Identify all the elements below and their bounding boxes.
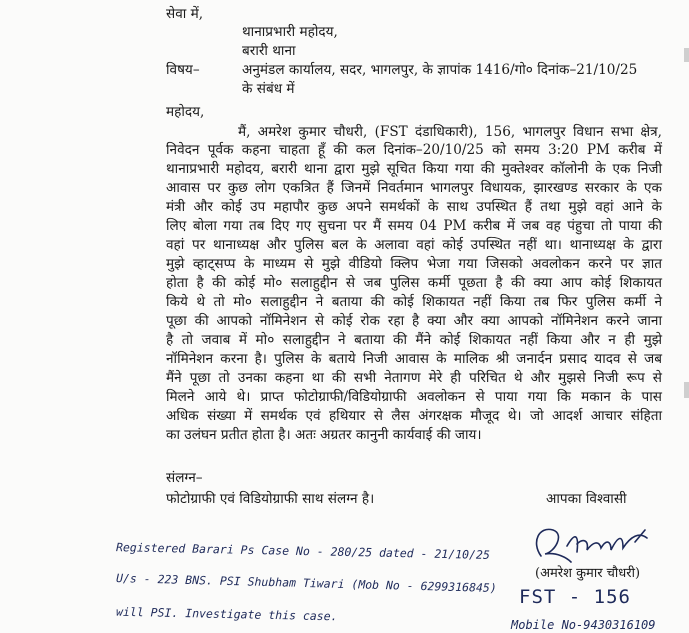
body-line: नॉमिनेशन करना है। पुलिस के बताये निजी आवास के मालिक श्री जनार्दन प्रसाद यादव से जब: [166, 351, 662, 367]
enclosure-label: संलग्न–: [166, 470, 203, 486]
body-line: आवास पर कुछ लोग एकत्रित हैं जिनमें निवर्तमान भागलपुर विधायक, झारखण्ड सरकार के एक: [166, 180, 662, 196]
body-line: मुझे व्हाट्सप्प के माध्यम से मुझे वीडियो क्लिप भेजा गया जिसको अवलोकन करने पर ज्ञात: [166, 256, 662, 272]
body-line: मैं, अमरेश कुमार चौधरी, (FST दंडाधिकारी), 156, भागलपुर विधान सभा क्षेत्र,: [238, 124, 662, 140]
handwritten-note-line-2: U/s - 223 BNS. PSI Shubham Tiwari (Mob No - 6299316845): [115, 571, 497, 595]
page-edge-mark: [684, 48, 689, 62]
handwritten-mobile-number: Mobile No-9430316109: [511, 618, 656, 632]
body-line: मिलने आये थे। प्राप्त फोटोग्राफी/विडियोग्राफी अवलोकन से पाया गया कि मकान के पास: [166, 389, 662, 405]
address-officer: थानाप्रभारी महोदय,: [242, 24, 338, 40]
subject-line-2: के संबंध में: [242, 81, 295, 97]
handwritten-note-line-1: Registered Barari Ps Case No - 280/25 dated - 21/10/25: [115, 540, 490, 562]
closing: आपका विश्वासी: [546, 491, 627, 507]
body-line: लिए बोला गया तब दिए गए सुचना पर मैं समय 04 PM करीब में जब वह पंहुचा तो पाया की: [166, 218, 662, 234]
body-line: का उलंघन प्रतीत होता है। अतः अग्रतर कानुनी कार्यवाई की जाय।: [166, 427, 482, 443]
body-line: है तो जवाब में मो० सलाहुद्दीन ने बताया की मैंने कोई शिकायत नहीं किया और न ही मुझे: [166, 332, 662, 348]
body-line: किये थे तो मो० सलाहुद्दीन ने बताया की कोई शिकायत नहीं किया तब फिर पुलिस कर्मी ने: [166, 294, 662, 310]
body-line: मंत्री और कोई उप महापौर कुछ अपने समर्थकों के साथ उपस्थित हैं तथा मुझे वहां आने के: [166, 199, 662, 215]
body-line: अधिक संख्या में समर्थक एवं हथियार से लैस अंगरक्षक मौजूद थे। जो आदर्श आचार संहिता: [166, 408, 662, 424]
signature-image: [527, 522, 662, 568]
address-to: सेवा में,: [166, 6, 204, 22]
signatory-name: (अमरेश कुमार चौधरी): [535, 566, 641, 581]
body-line: होता है की कोई मो० सलाहुद्दीन से जब पुलिस कर्मी पूछता है की क्या आप कोई शिकायत: [166, 275, 662, 291]
page-edge-mark: [684, 382, 689, 398]
body-line: पूछा की आपको नॉमिनेशन से कोई रोक रहा है क्या और क्या आपको नॉमिनेशन करने जाना: [166, 313, 662, 329]
address-station: बरारी थाना: [242, 43, 296, 59]
handwritten-note-line-3: will PSI. Investigate this case.: [115, 604, 338, 624]
subject-label: विषय–: [166, 62, 200, 78]
body-line: निवेदन पूर्वक कहना चाहता हूँ की कल दिनांक–20/10/25 को समय 3:20 PM करीब में: [166, 142, 662, 158]
salutation: महोदय,: [166, 104, 205, 120]
subject-line-1: अनुमंडल कार्यालय, सदर, भागलपुर, के ज्ञापांक 1416/गो० दिनांक–21/10/25: [242, 62, 638, 78]
body-line: थानाप्रभारी महोदय, बरारी थाना द्वारा मुझे सूचित किया गया की मुक्तेश्वर कॉलोनी के एक निजी: [166, 161, 662, 177]
body-line: मैंने पूछा तो उनका कहना था की सभी नेतागण मेरे ही परिचित थे और मुझसे निजी रूप से: [166, 370, 662, 386]
enclosure-text: फोटोग्राफी एवं विडियोग्राफी साथ संलग्न है।: [166, 491, 375, 507]
body-line: वहां पर थानाध्यक्ष और पुलिस बल के अलावा वहां कोई उपस्थित नहीं था। थानाध्यक्ष के द्वारा: [166, 237, 662, 253]
handwritten-fst-number: FST - 156: [519, 586, 631, 608]
